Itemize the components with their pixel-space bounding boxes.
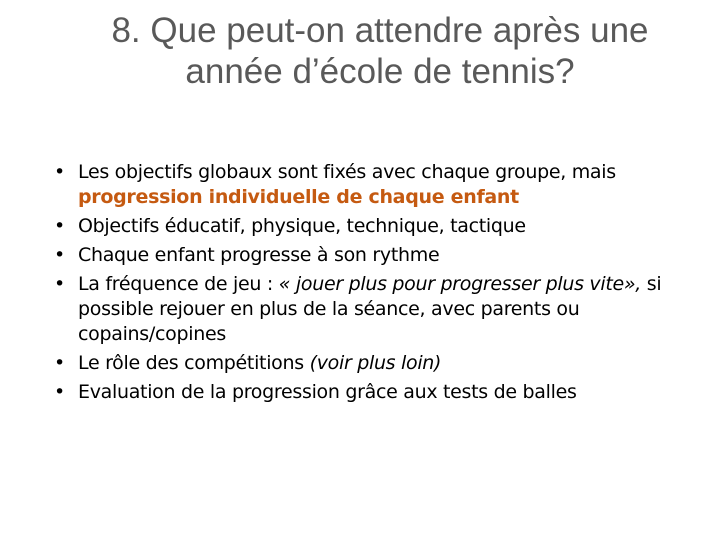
bullet-item-goals [54, 214, 704, 239]
bullet-text: Objectifs éducatif, physique, technique, tactique [78, 215, 526, 237]
bullet-italic-note: (voir plus loin) [309, 352, 442, 374]
bullet-highlight: progression individuelle de chaque enfant [78, 186, 519, 208]
bullet-icon: • [54, 161, 65, 183]
bullet-item-competitions [54, 351, 704, 376]
slide-title-line-2: année d’école de tennis? [185, 52, 575, 91]
bullet-text: Chaque enfant progresse à son rythme [78, 244, 440, 266]
bullet-icon: • [54, 215, 65, 237]
slide-title [40, 10, 720, 92]
bullet-icon: • [54, 273, 65, 295]
slide-title-line-1: 8. Que peut-on attendre après une [111, 11, 649, 50]
bullet-icon: • [54, 381, 65, 403]
bullet-text-continued: si possible rejouer en plus de la séance, avec parents ou copains/copines [78, 273, 662, 345]
bullet-item-evaluation [54, 380, 704, 405]
bullet-text: La fréquence de jeu : [78, 273, 279, 295]
bullet-item-objectives [54, 160, 704, 210]
bullet-icon: • [54, 352, 65, 374]
bullet-text: Le rôle des compétitions [78, 352, 310, 374]
bullet-item-rhythm [54, 243, 704, 268]
bullet-item-frequency [54, 272, 704, 347]
bullet-italic-quote: « jouer plus pour progresser plus vite», [278, 273, 642, 295]
bullet-text: Evaluation de la progression grâce aux tests de balles [78, 381, 577, 403]
bullet-list [54, 160, 704, 409]
bullet-icon: • [54, 244, 65, 266]
bullet-text: Les objectifs globaux sont fixés avec chaque groupe, mais [78, 161, 616, 183]
